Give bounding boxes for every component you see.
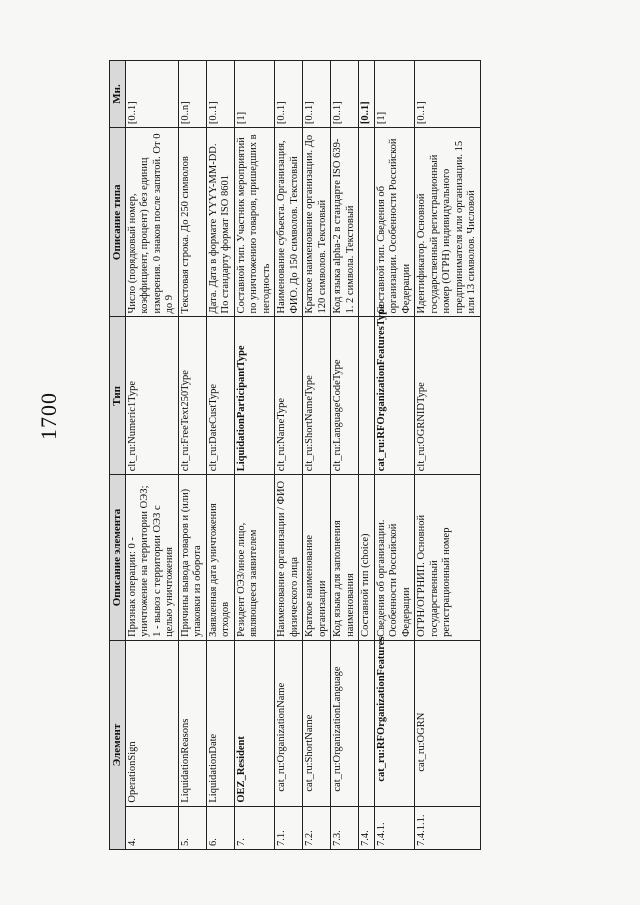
- row-type-desc: [359, 128, 375, 317]
- row-num: 7.: [234, 806, 275, 849]
- row-mult: [0..1]: [303, 61, 331, 128]
- row-type-desc: Идентификатор. Основной государственный регистрационный номер (ОГРН) индивидуального предпринимателя или организации. 15 или 13 символов. Числовой: [415, 128, 481, 317]
- header-mult: Мн.: [110, 61, 126, 128]
- row-num: 7.1.: [275, 806, 303, 849]
- row-mult: [0..1]: [415, 61, 481, 128]
- row-num: 5.: [178, 806, 206, 849]
- header-type-desc: Описание типа: [110, 128, 126, 317]
- row-type: clt_ru:ShortNameType: [303, 317, 331, 475]
- row-mult: [0..1]: [125, 61, 178, 128]
- row-type: clt_ru:OGRNIDType: [415, 317, 481, 475]
- table-header-row: [110, 61, 126, 850]
- row-element-desc: Краткое наименование организации: [303, 475, 331, 641]
- row-element-desc: Резидент ОЭЗ/иное лицо, являющееся заявителем: [234, 475, 275, 641]
- row-element: OperationSign: [125, 640, 178, 806]
- row-mult: [0..n]: [178, 61, 206, 128]
- row-type: clt_ru:FreeText250Type: [178, 317, 206, 475]
- row-num: 7.3.: [331, 806, 359, 849]
- table-row: [303, 61, 331, 850]
- table-row: [359, 61, 375, 850]
- row-num: 4.: [125, 806, 178, 849]
- table-row: [374, 61, 415, 850]
- row-type: clt_ru:Numeric1Type: [125, 317, 178, 475]
- row-type: LiquidationParticipantType: [234, 317, 275, 475]
- row-num: 7.2.: [303, 806, 331, 849]
- row-element: cat_ru:OrganizationLanguage: [331, 640, 359, 806]
- table-row: [178, 61, 206, 850]
- table-row: [234, 61, 275, 850]
- row-element: cat_ru:OrganizationName: [275, 640, 303, 806]
- row-mult: [0..1]: [206, 61, 234, 128]
- row-element-desc: Составной тип (choice): [359, 475, 375, 641]
- row-type-desc: Составной тип. Участник мероприятий по уничтожению товаров, пришедших в негодность: [234, 128, 275, 317]
- row-type-desc: Наименование субъекта. Организация, ФИО. До 150 символов. Текстовый: [275, 128, 303, 317]
- header-element: Элемент: [110, 640, 126, 849]
- row-type: clt_ru:LanguageCodeType: [331, 317, 359, 475]
- row-type-desc: Число (порядковый номер, коэффициент, процент) без единиц измерения. 0 знаков после запятой. От 0 до 9: [125, 128, 178, 317]
- row-mult: [0..1]: [331, 61, 359, 128]
- row-mult: [0..1]: [359, 61, 375, 128]
- row-element: cat_ru:RFOrganizationFeatures: [374, 640, 415, 806]
- row-element: cat_ru:OGRN: [415, 640, 481, 806]
- row-mult: [1]: [374, 61, 415, 128]
- table-row: [275, 61, 303, 850]
- row-num: 7.4.: [359, 806, 375, 849]
- row-type: clt_ru:DateCustType: [206, 317, 234, 475]
- row-num: 7.4.1.1.: [415, 806, 481, 849]
- header-element-desc: Описание элемента: [110, 475, 126, 641]
- page-number: 1700: [36, 392, 61, 440]
- row-element-desc: Код языка для заполнения наименования: [331, 475, 359, 641]
- row-element-desc: Признак операции: 0 - уничтожение на территории ОЭЗ; 1 - вывоз с территории ОЭЗ с целью уничтожения: [125, 475, 178, 641]
- row-type-desc: Составной тип. Сведения об организации. Особенности Российской Федерации: [374, 128, 415, 317]
- row-type-desc: Текстовая строка. До 250 символов: [178, 128, 206, 317]
- row-mult: [1]: [234, 61, 275, 128]
- elements-table: [109, 60, 481, 850]
- row-type: cat_ru:RFOrganizationFeaturesType: [374, 317, 415, 475]
- rotated-table-container: [109, 60, 481, 850]
- row-type-desc: Код языка alpha-2 в стандарте ISO 639-1. 2 символа. Текстовый: [331, 128, 359, 317]
- header-type: Тип: [110, 317, 126, 475]
- row-element: LiquidationDate: [206, 640, 234, 806]
- row-type-desc: Краткое наименование организации. До 120 символов. Текстовый: [303, 128, 331, 317]
- row-type: clt_ru:NameType: [275, 317, 303, 475]
- row-element: [359, 640, 375, 806]
- row-element-desc: Заявленная дата уничтожения отходов: [206, 475, 234, 641]
- table-row: [331, 61, 359, 850]
- row-element: cat_ru:ShortName: [303, 640, 331, 806]
- row-num: 6.: [206, 806, 234, 849]
- table-row: [206, 61, 234, 850]
- row-mult: [0..1]: [275, 61, 303, 128]
- row-element-desc: Причины вывода товаров и (или) упаковки из оборота: [178, 475, 206, 641]
- row-num: 7.4.1.: [374, 806, 415, 849]
- row-element-desc: Наименование организации / ФИО физического лица: [275, 475, 303, 641]
- row-type-desc: Дата. Дата в формате YYYY-MM-DD. По стандарту формат ISO 8601: [206, 128, 234, 317]
- row-element: OEZ_Resident: [234, 640, 275, 806]
- table-row: [125, 61, 178, 850]
- table-row: [415, 61, 481, 850]
- row-element-desc: Сведения об организации. Особенности Российской Федерации: [374, 475, 415, 641]
- row-element-desc: ОГРН/ОГРНИП. Основной государственный регистрационный номер: [415, 475, 481, 641]
- row-element: LiquidationReasons: [178, 640, 206, 806]
- row-type: [359, 317, 375, 475]
